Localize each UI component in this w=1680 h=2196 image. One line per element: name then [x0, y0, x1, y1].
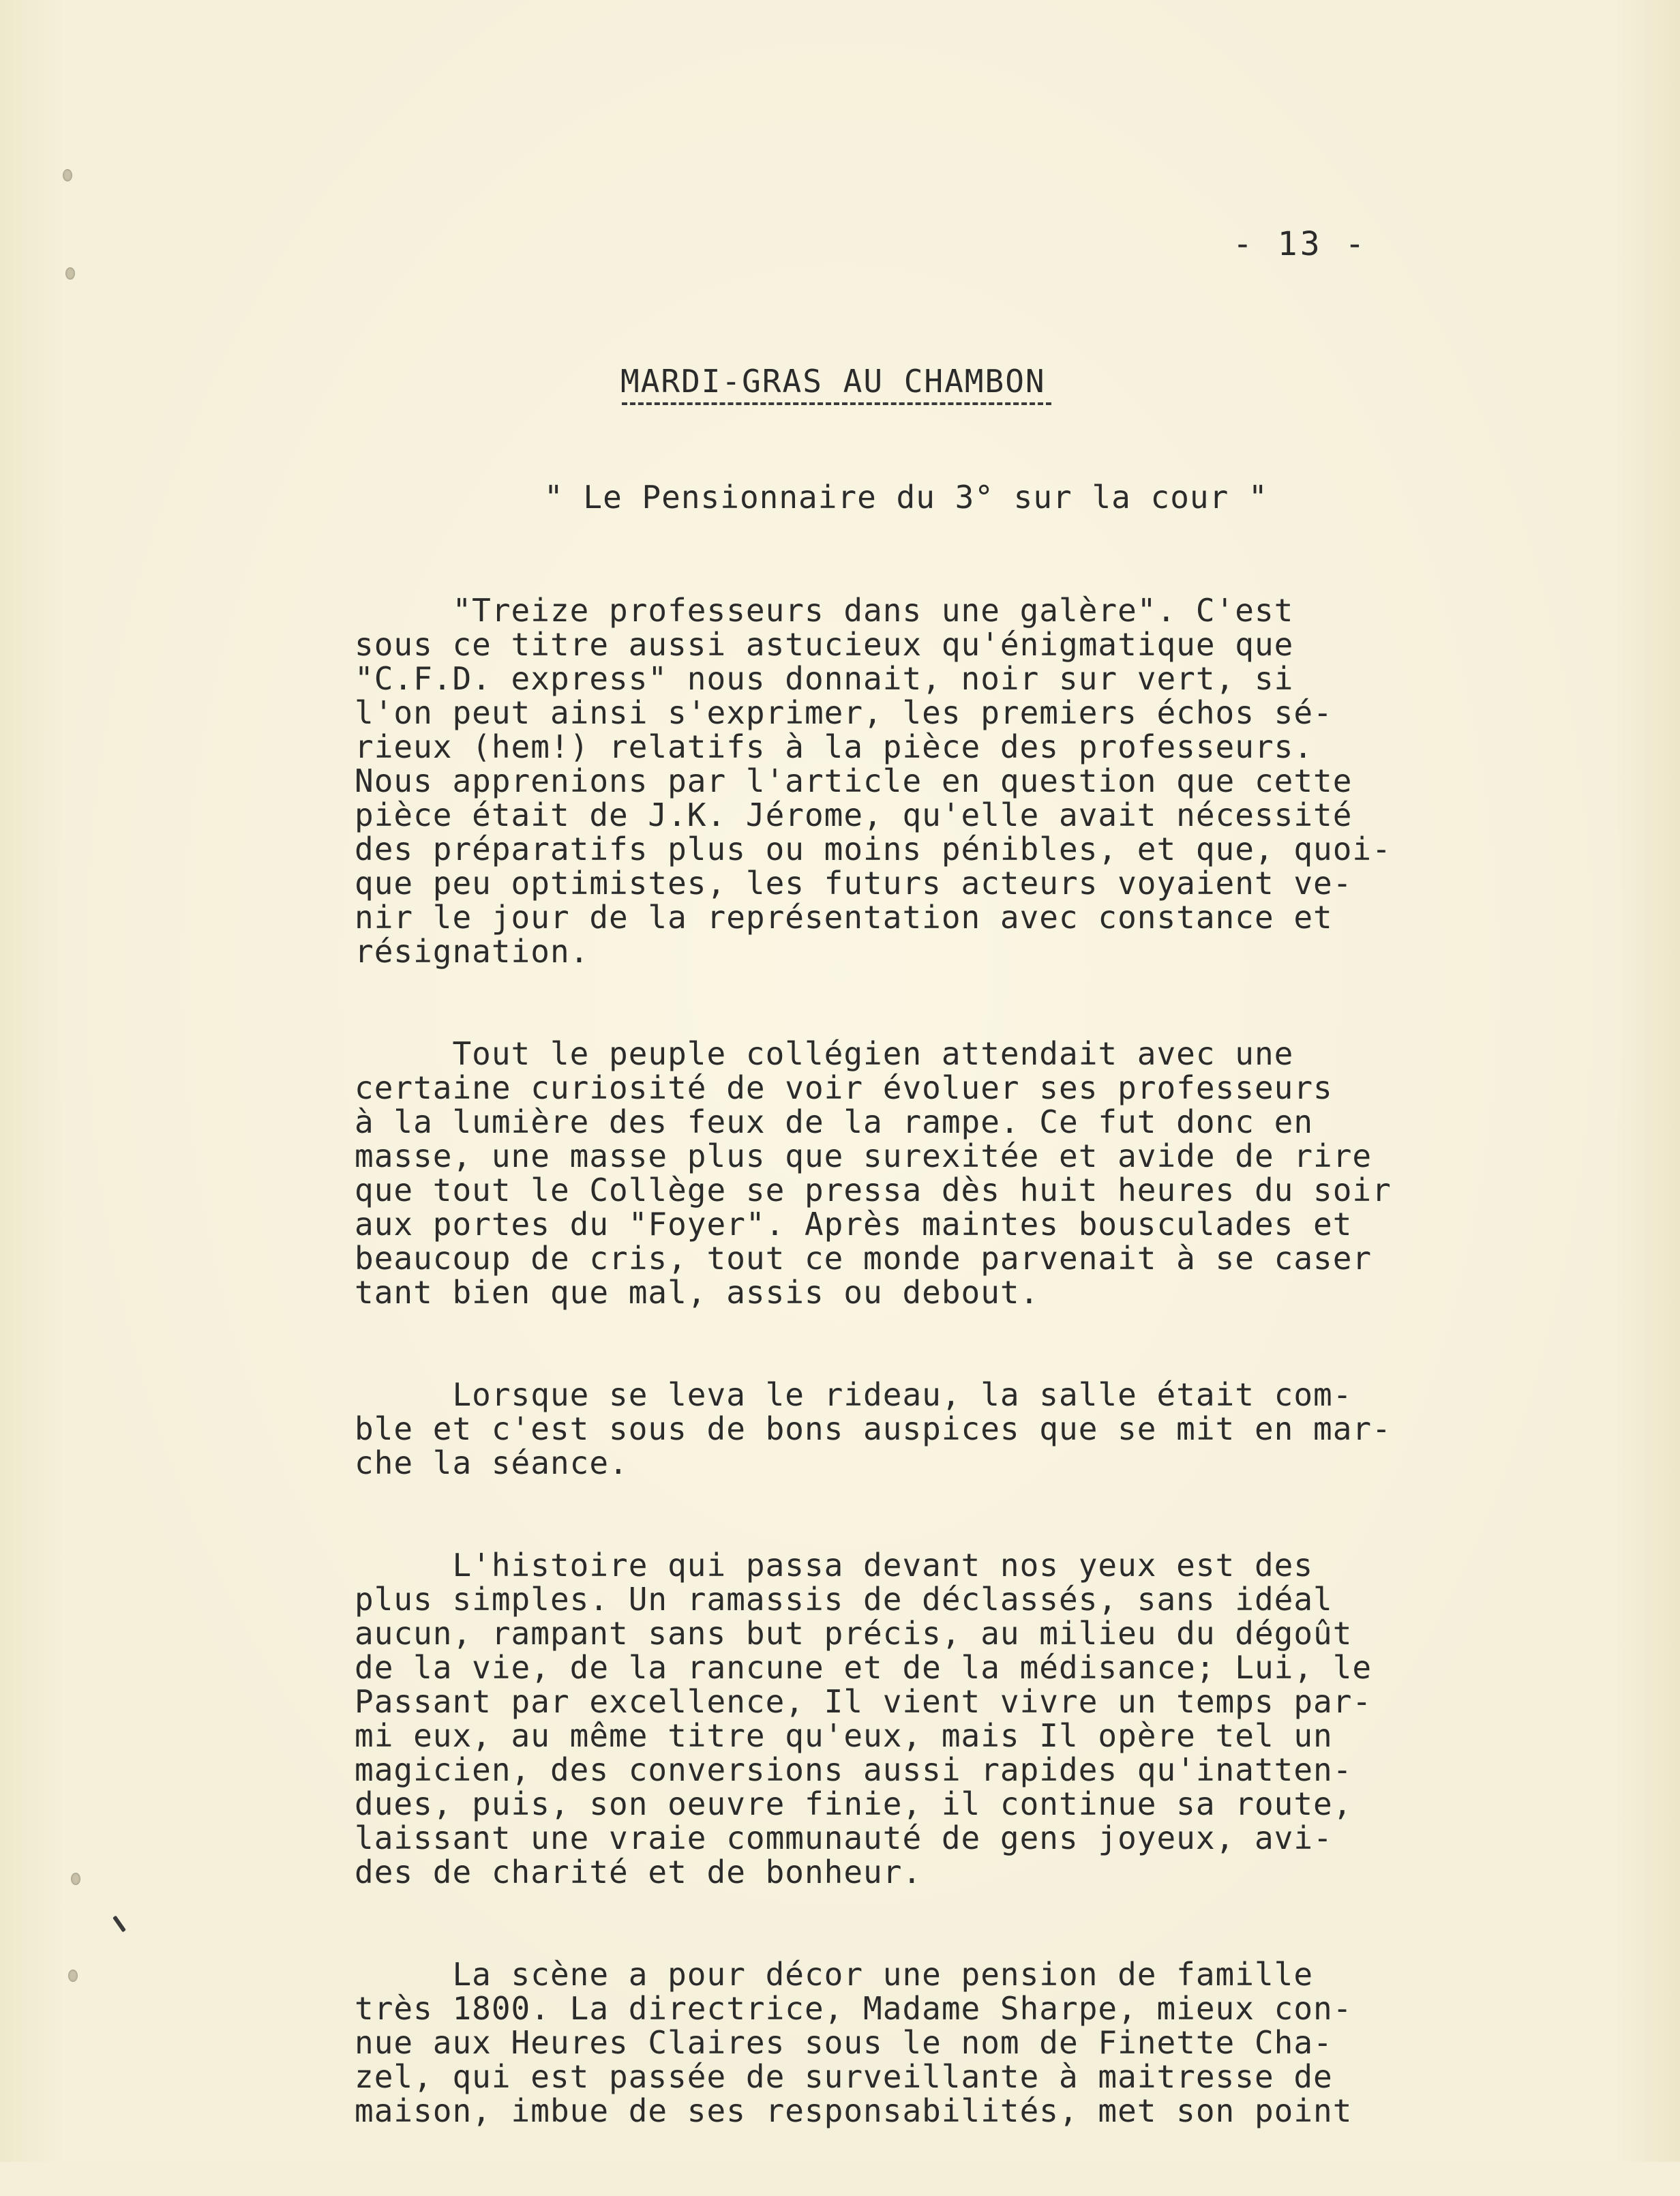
page-title: MARDI-GRAS AU CHAMBON — [620, 363, 1046, 400]
paragraph — [355, 593, 1432, 968]
title-underline — [622, 402, 1051, 405]
text-line: résignation. — [355, 933, 590, 970]
text-line: aux portes du "Foyer". Après maintes bousculades et — [355, 1206, 1353, 1243]
punch-hole-mark — [63, 169, 72, 181]
text-line: des préparatifs plus ou moins pénibles, et que, quoi- — [355, 831, 1392, 867]
punch-hole-mark — [71, 1873, 80, 1885]
text-line: nue aux Heures Claires sous le nom de Finette Cha- — [355, 2024, 1333, 2061]
text-line: sous ce titre aussi astucieux qu'énigmatique que — [355, 626, 1294, 663]
text-line: "C.F.D. express" nous donnait, noir sur vert, si — [355, 660, 1294, 697]
text-line: l'on peut ainsi s'exprimer, les premiers échos sé- — [355, 694, 1333, 731]
paragraph — [355, 1037, 1432, 1309]
text-line: que tout le Collège se pressa dès huit heures du soir — [355, 1172, 1392, 1208]
punch-hole-mark — [68, 1970, 78, 1982]
paragraph — [355, 1548, 1432, 1889]
text-line: Nous apprenions par l'article en question que cette — [355, 762, 1353, 799]
text-line: masse, une masse plus que surexitée et avide de rire — [355, 1138, 1372, 1174]
body-text — [355, 593, 1432, 2196]
text-line: zel, qui est passée de surveillante à maitresse de — [355, 2058, 1333, 2095]
text-line: ble et c'est sous de bons auspices que se mit en mar- — [355, 1410, 1392, 1447]
text-line: beaucoup de cris, tout ce monde parvenait à se caser — [355, 1240, 1372, 1277]
text-line: Lorsque se leva le rideau, la salle était com- — [355, 1376, 1353, 1413]
paragraph — [355, 1957, 1432, 2128]
text-line: maison, imbue de ses responsabilités, met son point — [355, 2092, 1353, 2129]
subtitle: " Le Pensionnaire du 3° sur la cour " — [544, 479, 1268, 516]
paragraph — [355, 1378, 1432, 1480]
text-line: che la séance. — [355, 1444, 629, 1481]
text-line: Tout le peuple collégien attendait avec une — [355, 1035, 1294, 1072]
text-line: de la vie, de la rancune et de la médisance; Lui, le — [355, 1649, 1372, 1686]
text-line: Passant par excellence, Il vient vivre un temps par- — [355, 1683, 1372, 1720]
text-line: mi eux, au même titre qu'eux, mais Il opère tel un — [355, 1717, 1333, 1754]
text-line: tant bien que mal, assis ou debout. — [355, 1274, 1040, 1311]
text-line: laissant une vraie communauté de gens joyeux, avi- — [355, 1820, 1333, 1856]
text-line: aucun, rampant sans but précis, au milieu du dégoût — [355, 1615, 1353, 1652]
text-line: plus simples. Un ramassis de déclassés, sans idéal — [355, 1581, 1333, 1618]
text-line: à la lumière des feux de la rampe. Ce fut donc en — [355, 1103, 1314, 1140]
text-line: des de charité et de bonheur. — [355, 1854, 922, 1890]
text-line: pièce était de J.K. Jérome, qu'elle avait nécessité — [355, 797, 1353, 833]
text-line: "Treize professeurs dans une galère". C'est — [355, 592, 1294, 629]
text-line: nir le jour de la représentation avec constance et — [355, 899, 1333, 936]
text-line: certaine curiosité de voir évoluer ses professeurs — [355, 1069, 1333, 1106]
text-line: La scène a pour décor une pension de famille — [355, 1956, 1314, 1993]
text-line: très 1800. La directrice, Madame Sharpe, mieux con- — [355, 1990, 1353, 2027]
page-number: - 13 - — [1233, 225, 1368, 263]
text-line: dues, puis, son oeuvre finie, il continue sa route, — [355, 1785, 1353, 1822]
text-line: magicien, des conversions aussi rapides qu'inatten- — [355, 1751, 1353, 1788]
text-line: rieux (hem!) relatifs à la pièce des professeurs. — [355, 728, 1314, 765]
ink-mark — [112, 1916, 126, 1933]
text-line: L'histoire qui passa devant nos yeux est des — [355, 1547, 1314, 1584]
text-line: que peu optimistes, les futurs acteurs voyaient ve- — [355, 865, 1353, 902]
punch-hole-mark — [65, 267, 75, 280]
